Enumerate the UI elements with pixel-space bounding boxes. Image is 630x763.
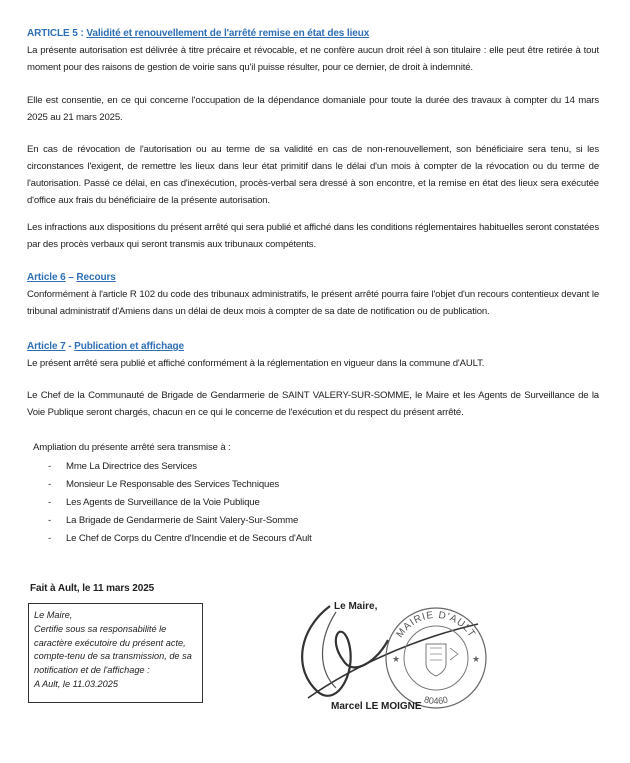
svg-text:★: ★	[472, 655, 481, 665]
article6-title: Recours	[76, 272, 116, 283]
certification-box	[28, 603, 203, 703]
svg-text:★: ★	[392, 655, 401, 665]
list-item: - Monsieur Le Responsable des Services Techniques	[48, 479, 280, 490]
article6-prefix: Article 6	[27, 272, 66, 283]
stamp-top-text: MAIRIE D'AULT	[394, 609, 478, 640]
certification-line: caractère exécutoire du présent acte,	[34, 637, 186, 648]
stamp-code-text: 80460	[423, 694, 449, 706]
ampliation-intro: Ampliation du présente arrêté sera transmise à :	[33, 442, 231, 453]
article7-sep: -	[65, 341, 75, 352]
certification-line: compte-tenu de sa transmission, de sa	[34, 651, 192, 662]
article7-title: Publication et affichage	[74, 341, 185, 352]
certification-line: Le Maire,	[34, 610, 73, 620]
article6-sep: –	[65, 272, 77, 283]
signatory-name: Marcel LE MOIGNE	[331, 701, 422, 712]
list-item: - Les Agents de Surveillance de la Voie Publique	[48, 497, 260, 508]
signature-stroke	[323, 612, 337, 688]
mairie-stamp	[386, 608, 486, 708]
article7-paragraph-2: Le Chef de la Communauté de Brigade de Gendarmerie de SAINT VALERY-SUR-SOMME, le Maire et les Agents de Surveillance de la Voie Publique seront chargés, chacun en ce qui le concerne de l'exécution et du respect du présent arrêté.	[27, 390, 599, 418]
signature-stamp-graphic	[288, 600, 528, 715]
list-item: - Le Chef de Corps du Centre d'Incendie et de Secours d'Ault	[48, 533, 312, 544]
signature-stroke	[302, 606, 388, 696]
svg-text:80460	[423, 694, 449, 706]
certification-line: notification et de l'affichage :	[34, 665, 150, 676]
signature-place-date: Fait à Ault, le 11 mars 2025	[30, 583, 155, 594]
certification-line: A Ault, le 11.03.2025	[34, 678, 118, 689]
certification-line: Certifie sous sa responsabilité le	[34, 623, 167, 634]
signatory-role: Le Maire,	[334, 601, 378, 612]
article5-paragraph-3: En cas de révocation de l'autorisation ou au terme de sa validité en cas de non-renouvellement, son bénéficiaire sera tenu, si les circonstances l'exigent, de remettre les lieux dans leur état primitif dans le délai d'un mois à compter de la révocation ou du terme de l'autorisation. Passé ce délai, en cas d'inexécution, procès-verbal sera dressé à son encontre, et la remise en état des lieux sera exécutée d'office aux frais du bénéficiaire de la présente autorisation.	[27, 144, 599, 206]
article6-heading	[27, 272, 116, 283]
article6-paragraph: Conformément à l'article R 102 du code des tribunaux administratifs, le présent arrêté pourra faire l'objet d'un recours contentieux devant le tribunal administratif d'Amiens dans un délai de deux mois à compter de sa date de notification ou de publication.	[27, 289, 599, 317]
article5-paragraph-4: Les infractions aux dispositions du présent arrêté qui sera publié et affiché dans les conditions réglementaires habituelles seront constatées par des procès verbaux qui seront transmis aux tribunaux compétents.	[27, 222, 599, 250]
article7-heading	[27, 341, 184, 352]
list-item: - Mme La Directrice des Services	[48, 461, 197, 472]
article7-paragraph-1: Le présent arrêté sera publié et affiché conformément à la réglementation en vigueur dans la commune d'AULT.	[27, 358, 485, 369]
article5-heading	[27, 28, 369, 39]
article7-prefix: Article 7	[27, 341, 66, 352]
article5-title: Validité et renouvellement de l'arrêté remise en état des lieux	[86, 28, 370, 39]
article5-paragraph-1: La présente autorisation est délivrée à titre précaire et révocable, et ne confère aucun droit réel à son titulaire : elle peut être retirée à tout moment pour des raisons de gestion de voirie sans qu'il puisse résulter, pour ce dernier, de droit à indemnité.	[27, 45, 599, 73]
article5-prefix: ARTICLE 5 :	[27, 28, 87, 39]
ampliation-list	[48, 458, 312, 548]
list-item: - La Brigade de Gendarmerie de Saint Valery-Sur-Somme	[48, 515, 299, 526]
article5-paragraph-2: Elle est consentie, en ce qui concerne l'occupation de la dépendance domaniale pour toute la durée des travaux à compter du 14 mars 2025 au 21 mars 2025.	[27, 95, 599, 123]
